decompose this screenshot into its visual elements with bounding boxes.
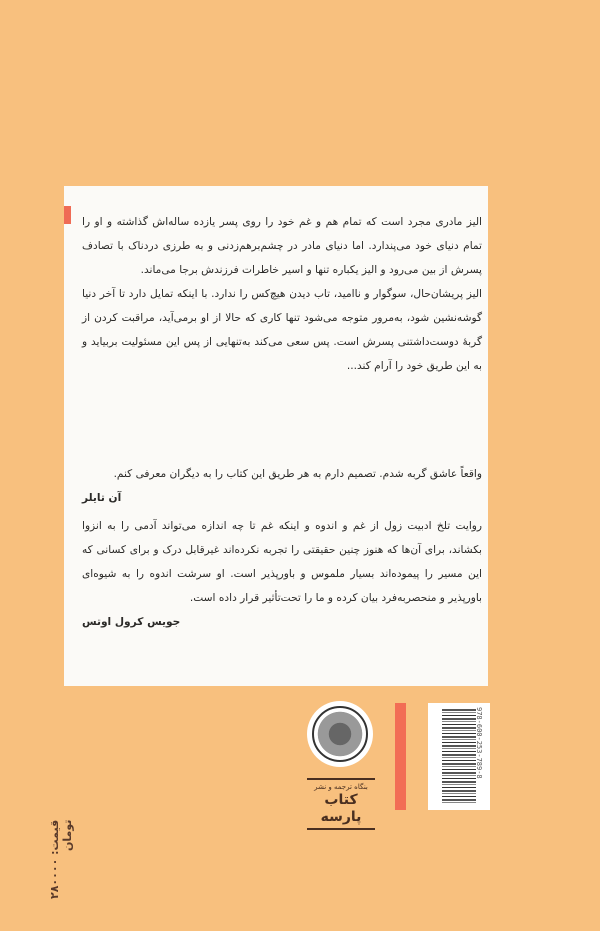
isbn-barcode bbox=[428, 703, 490, 810]
review-2 bbox=[82, 514, 482, 634]
price-stamp: قیمت: ۲۸۰۰۰۰ تومان bbox=[48, 820, 74, 900]
review-1 bbox=[82, 462, 482, 510]
review-quote: روایت تلخ ادبیت زول از غم و اندوه و اینکه غم تا چه اندازه می‌تواند آدمی را به انزوا بکشاند، برای آن‌ها که هنوز چنین حقیقتی را تجربه نکرده‌اند غیرقابل درک و برای کسانی که این مسیر را پیموده‌اند بسیار ملموس و باورپذیر است. او سرشت اندوه را به شیوه‌ای باورپذیر و منحصربه‌فرد بیان کرده و ما را تحت‌تأثیر قرار داده است. bbox=[82, 520, 482, 604]
seal-emblem-icon bbox=[312, 706, 368, 762]
isbn-number: 978-600-253-789-8 bbox=[475, 707, 483, 779]
publisher-wordmark bbox=[307, 778, 375, 830]
accent-marker bbox=[64, 206, 71, 224]
review-author: آن تایلر bbox=[82, 492, 122, 504]
publisher-name: کتاب پارسه bbox=[320, 792, 362, 825]
synopsis bbox=[82, 210, 482, 378]
synopsis-paragraph-1: الیز مادری مجرد است که تمام هم و غم خود را روی پسر یازده ساله‌اش گذاشته و او را تمام دنیای خود می‌پندارد. اما دنیای مادر در چشم‌برهم‌زدنی و به طرزی دردناک با تصادف پسرش از بین می‌رود و الیز یکباره تنها و اسیر خاطرات فرزندش برجا می‌ماند. bbox=[82, 216, 482, 276]
review-author: جویس کرول اوتس bbox=[82, 616, 181, 628]
barcode-bars bbox=[442, 709, 476, 804]
synopsis-paragraph-2: الیز پریشان‌حال، سوگوار و ناامید، تاب دیدن هیچ‌کس را ندارد. با اینکه تمایل دارد تا آخر دنیا گوشه‌نشین شود، به‌مرور متوجه می‌شود تنها کاری که حالا از او برمی‌آید، مراقبت کردن از گربهٔ دوست‌داشتنی پسرش است. پس سعی می‌کند به‌تنهایی از پس این مسئولیت بربیاید و به این طریق خود را آرام کند... bbox=[82, 288, 482, 372]
publisher-tagline: بنگاه ترجمه و نشر bbox=[314, 783, 368, 791]
accent-bar bbox=[395, 703, 406, 810]
publisher-logo-seal bbox=[307, 701, 373, 767]
review-quote: واقعاً عاشق گربه شدم. تصمیم دارم به هر طریق این کتاب را به دیگران معرفی کنم. bbox=[113, 468, 482, 480]
